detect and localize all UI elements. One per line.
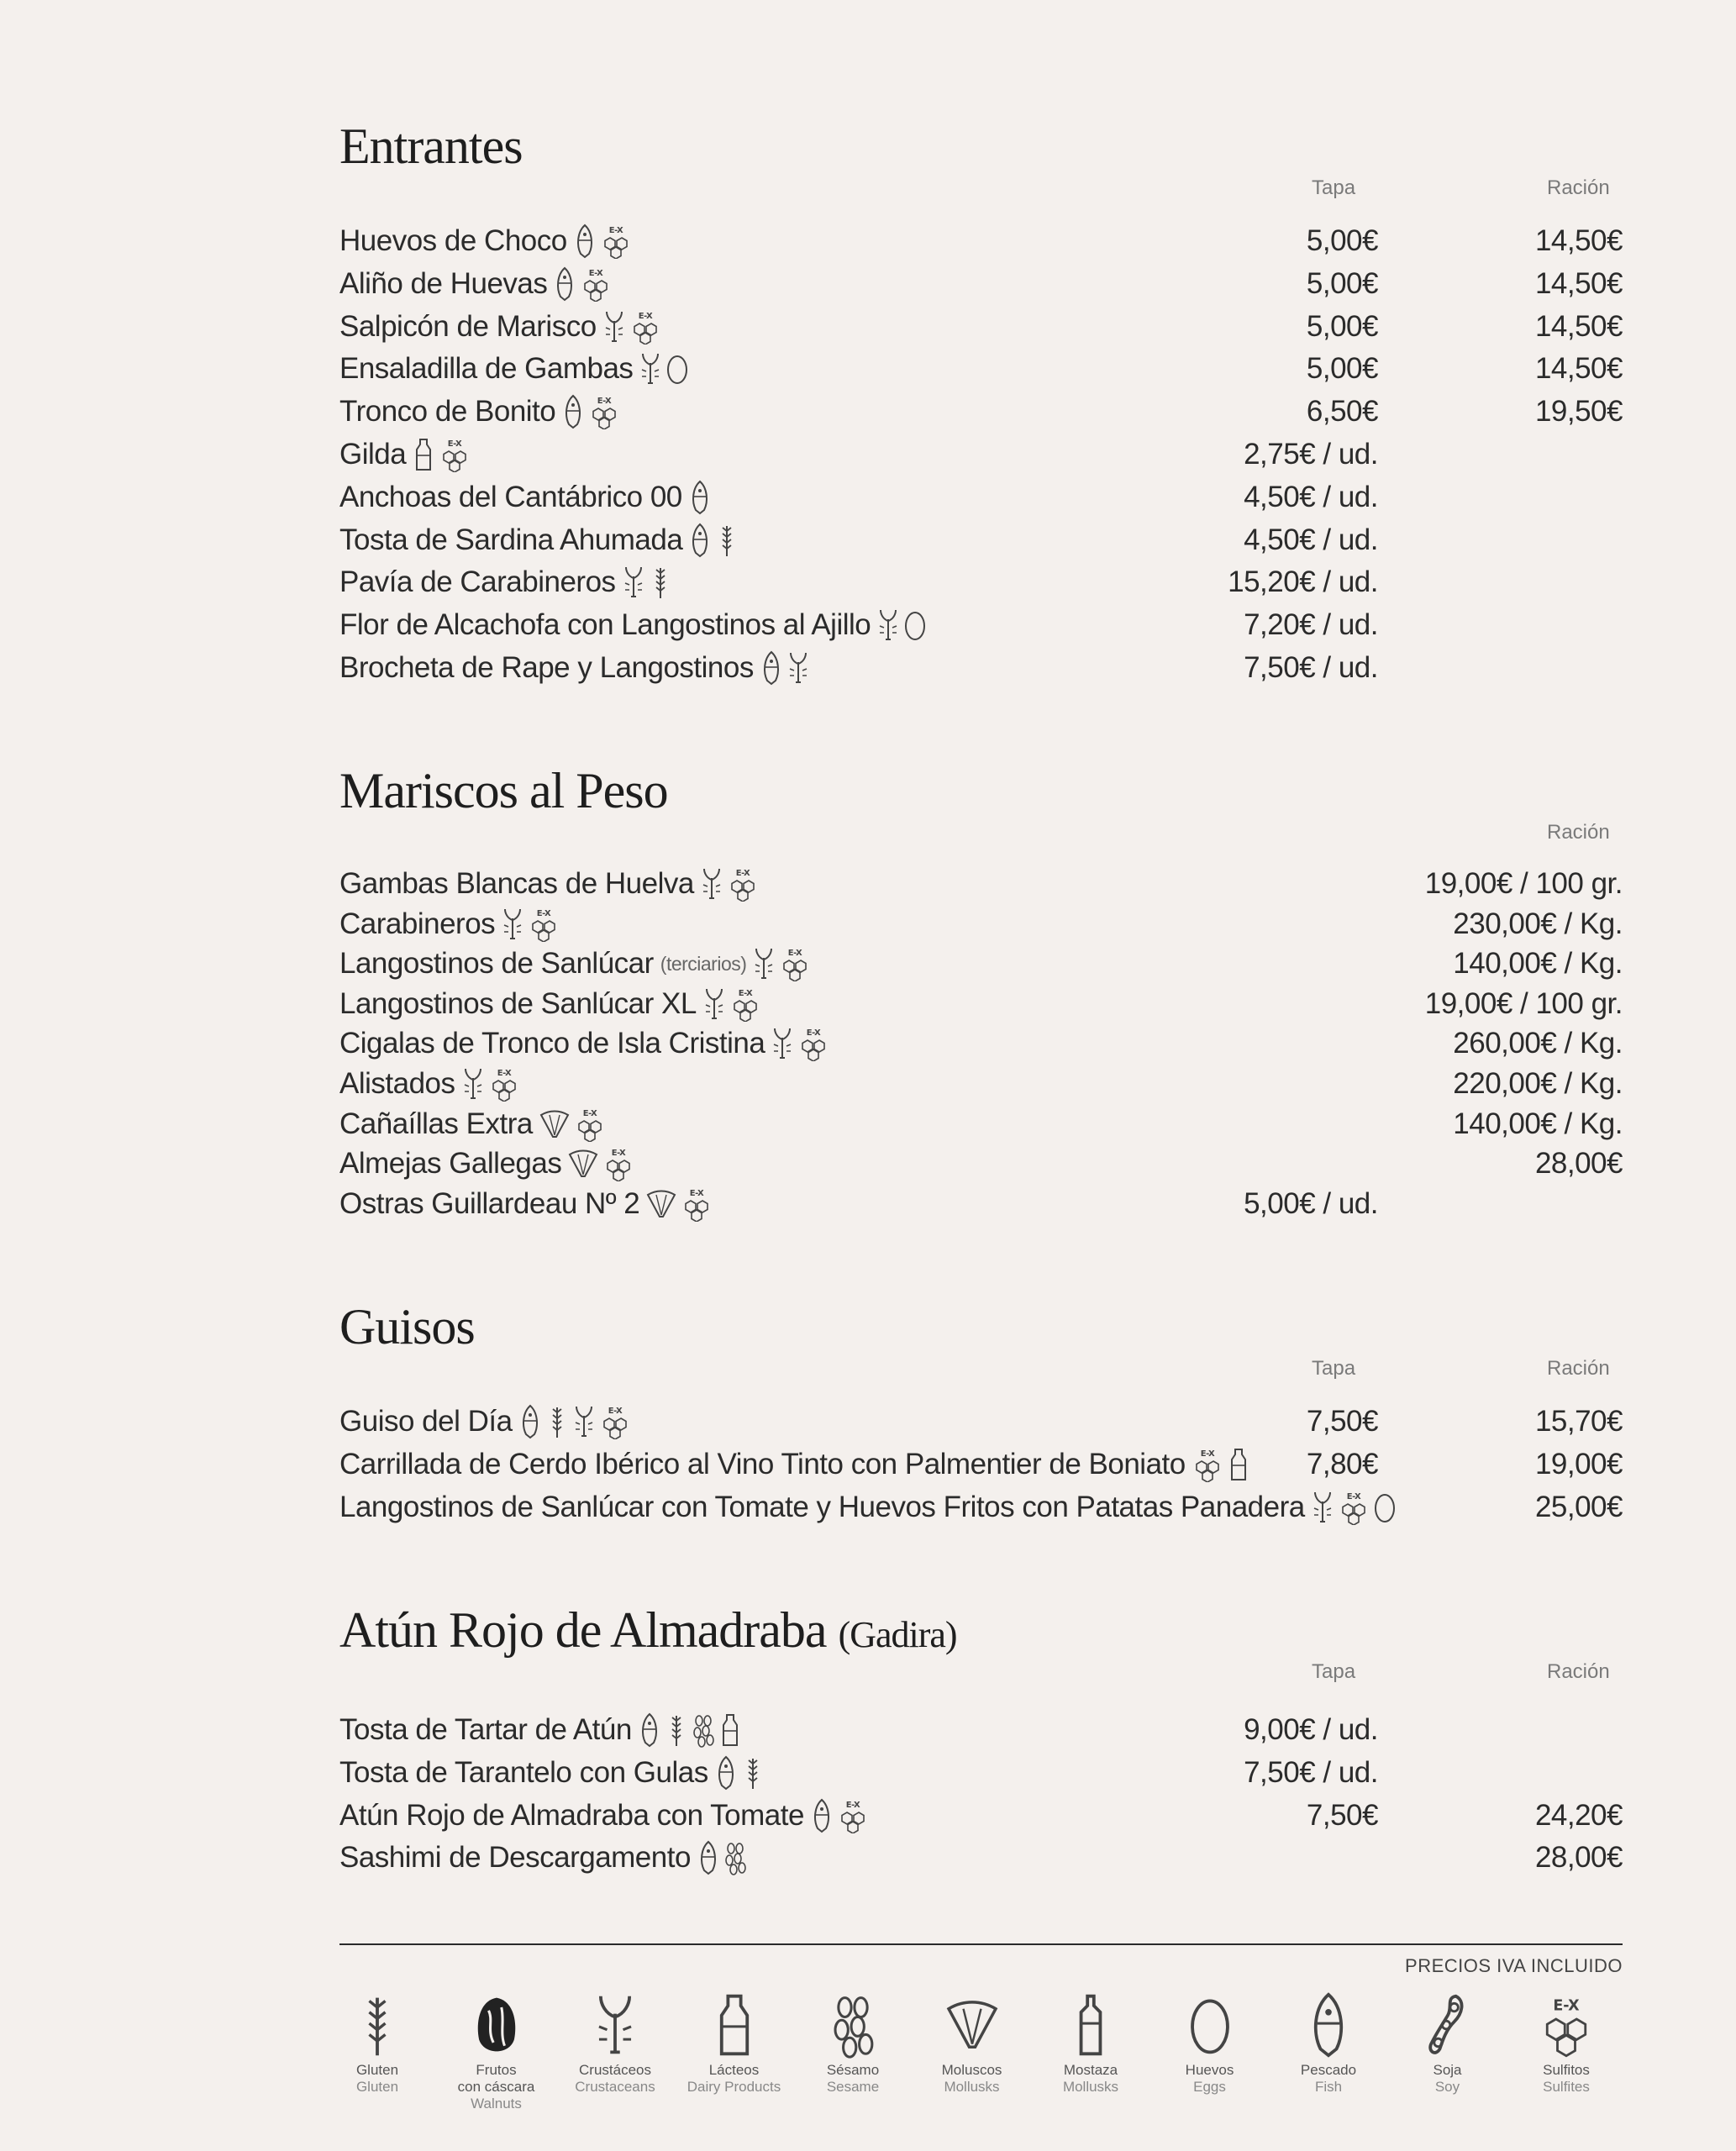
price-tapa: 15,20€ / ud. (1228, 565, 1378, 599)
mollusk-icon (566, 1146, 600, 1181)
menu-item-name-text: Carrillada de Cerdo Ibérico al Vino Tinto con Palmentier de Boniato (339, 1447, 1186, 1480)
allergen-icons (702, 986, 762, 1022)
svg-text:E-X: E-X (597, 397, 612, 407)
svg-text:E-X: E-X (612, 1149, 626, 1159)
fish-icon (809, 1798, 834, 1833)
svg-text:E-X: E-X (788, 949, 802, 959)
menu-item-name-text: Atún Rojo de Almadraba con Tomate (339, 1798, 804, 1832)
menu-item-name-text: Langostinos de Sanlúcar con Tomate y Huevos Fritos con Patatas Panadera (339, 1490, 1305, 1523)
menu-item-row (339, 220, 1623, 263)
fish-icon (637, 1712, 662, 1748)
column-header-racion: Ración (1547, 1357, 1610, 1380)
sulfites-icon (680, 1186, 713, 1222)
legend-label-es-2: con cáscara (457, 2079, 535, 2095)
menu-item-row (339, 519, 1623, 562)
mollusk-icon (644, 1186, 678, 1222)
allergen-icons (638, 351, 690, 387)
price-tapa: 7,20€ / ud. (1244, 608, 1378, 642)
menu-item-row (339, 903, 1623, 944)
price-tapa: 7,50€ (1306, 1798, 1378, 1832)
menu-item-name (339, 434, 471, 476)
menu-item-row (339, 863, 1623, 903)
svg-text:E-X: E-X (1200, 1449, 1214, 1459)
menu-item-name (339, 1023, 830, 1065)
allergen-icons (1310, 1490, 1397, 1525)
fish-icon (572, 224, 597, 259)
menu-item-name (339, 220, 633, 262)
price-tapa: 2,75€ / ud. (1244, 437, 1378, 471)
gluten-icon (740, 1755, 765, 1791)
crustacean-icon (699, 866, 724, 902)
legend-label-en: Mollusks (944, 2079, 1000, 2095)
menu-item-name (339, 348, 690, 390)
price-tapa: 4,50€ / ud. (1244, 480, 1378, 513)
menu-item-row (339, 943, 1623, 983)
legend-label-en: Walnuts (471, 2096, 522, 2112)
menu-item-name (339, 1103, 607, 1145)
menu-item-row (339, 1486, 1623, 1529)
menu-item-row (339, 1752, 1623, 1795)
menu-item-row (339, 434, 1623, 476)
price-racion: 140,00€ / Kg. (1453, 947, 1623, 981)
allergen-icons (696, 1840, 748, 1875)
legend-item-sulfites (1516, 1991, 1617, 2096)
sesame-icon (823, 1991, 882, 2059)
sulfites-icon (573, 1107, 607, 1142)
legend-item-soy (1397, 1991, 1498, 2096)
price-racion: 19,00€ / 100 gr. (1424, 986, 1623, 1020)
egg-icon (902, 607, 928, 643)
allergen-icons (500, 907, 560, 942)
price-tapa: 4,50€ / ud. (1244, 523, 1378, 556)
fish-icon (759, 650, 784, 686)
price-tapa: 9,00€ / ud. (1244, 1713, 1378, 1746)
menu-item-row (339, 1709, 1623, 1752)
legend-item-fish (1278, 1991, 1379, 2096)
menu-item-name (339, 1183, 713, 1225)
allergen-icons (621, 565, 673, 600)
price-tapa: 7,50€ / ud. (1244, 650, 1378, 684)
price-racion: 28,00€ (1534, 1841, 1623, 1875)
gluten-icon (664, 1712, 689, 1748)
sulfites-icon (797, 1026, 830, 1061)
crustacean-icon (500, 907, 525, 942)
price-racion: 260,00€ / Kg. (1453, 1027, 1623, 1060)
legend-label-es: Mostaza (1063, 2062, 1118, 2078)
crustacean-icon (702, 986, 727, 1022)
menu-item-name-text: Sashimi de Descargamento (339, 1841, 691, 1875)
legend-label-en: Fish (1314, 2079, 1343, 2095)
sulfites-icon (729, 986, 762, 1022)
menu-item-row (339, 348, 1623, 391)
menu-item-name-text: Pavía de Carabineros (339, 565, 616, 599)
price-racion: 19,00€ (1534, 1447, 1623, 1480)
menu-item-name-text: Tosta de Sardina Ahumada (339, 523, 683, 556)
svg-text:E-X: E-X (589, 268, 603, 278)
legend-label-es: Lácteos (708, 2062, 760, 2078)
allergen-icons (809, 1798, 870, 1833)
fish-icon (1299, 1991, 1358, 2059)
allergen-icons (602, 309, 662, 344)
nuts-icon (467, 1991, 526, 2059)
item-list (339, 220, 1623, 690)
svg-text:E-X: E-X (1346, 1491, 1360, 1501)
menu-item-name-text: Salpicón de Marisco (339, 309, 597, 343)
menu-item-name (339, 1752, 765, 1794)
price-racion: 140,00€ / Kg. (1453, 1107, 1623, 1140)
allergen-icons (770, 1026, 830, 1061)
gluten-icon (648, 565, 673, 600)
legend-label-es: Huevos (1185, 2062, 1234, 2078)
svg-text:E-X: E-X (448, 439, 462, 449)
legend-label-es: Pescado (1300, 2062, 1357, 2078)
menu-item-name (339, 1795, 870, 1837)
column-header-racion: Ración (1547, 176, 1610, 199)
legend-label-es: Moluscos (941, 2062, 1002, 2078)
price-racion: 14,50€ (1534, 224, 1623, 257)
sulfites-icon (726, 866, 760, 902)
menu-item-row (339, 263, 1623, 306)
section-title: Mariscos al Peso (339, 763, 668, 818)
sulfites-icon (629, 309, 662, 344)
menu-item-name-text: Gambas Blancas de Huelva (339, 867, 694, 900)
allergen-icons (538, 1107, 607, 1142)
legend-label-en: Gluten (355, 2079, 399, 2095)
price-tapa: 5,00€ / ud. (1244, 1186, 1378, 1220)
egg-icon (665, 351, 690, 387)
menu-item-name (339, 263, 613, 305)
price-tapa: 7,50€ (1306, 1405, 1378, 1438)
svg-text:E-X: E-X (735, 869, 750, 878)
svg-text:E-X: E-X (1553, 1997, 1580, 2015)
fish-icon (687, 480, 713, 515)
legend-label-es: Sésamo (826, 2062, 880, 2078)
menu-item-name-text: Tosta de Tarantelo con Gulas (339, 1755, 708, 1789)
fish-icon (713, 1755, 739, 1791)
menu-item-name (339, 983, 762, 1025)
allergen-icons (876, 607, 928, 643)
allergen-icons (644, 1186, 713, 1222)
menu-item-name (339, 519, 739, 561)
menu-item-name-text: Carabineros (339, 907, 496, 940)
price-racion: 14,50€ (1534, 309, 1623, 343)
menu-item-name-text: Aliño de Huevas (339, 266, 548, 300)
dairy-icon (1226, 1447, 1251, 1482)
menu-item-name (339, 561, 673, 603)
allergen-legend (339, 1991, 1623, 2117)
legend-label-en: Sulfites (1543, 2079, 1590, 2095)
sulfites-icon (598, 1404, 632, 1439)
svg-text:E-X: E-X (582, 1108, 597, 1118)
section-title: Guisos (339, 1299, 475, 1354)
crustacean-icon (621, 565, 646, 600)
item-list (339, 1401, 1623, 1528)
mollusk-icon (538, 1107, 571, 1142)
mustard-icon (1061, 1991, 1120, 2059)
menu-item-name-text: Alistados (339, 1066, 455, 1100)
menu-item-row (339, 476, 1623, 519)
price-tapa: 5,00€ (1306, 266, 1378, 300)
legend-item-crustacean (565, 1991, 665, 2096)
legend-item-egg (1160, 1991, 1260, 2096)
menu-item-note: (terciarios) (660, 952, 747, 975)
allergen-icons (552, 266, 613, 302)
price-tapa: 7,50€ / ud. (1244, 1755, 1378, 1789)
price-racion: 230,00€ / Kg. (1453, 907, 1623, 940)
menu-item-row (339, 1401, 1623, 1444)
legend-item-dairy (684, 1991, 785, 2096)
svg-text:E-X: E-X (738, 988, 753, 998)
sulfites-icon (1337, 1490, 1370, 1525)
menu-page (339, 0, 1623, 2151)
price-racion: 14,50€ (1534, 352, 1623, 386)
legend-label-es: Soja (1433, 2062, 1462, 2078)
menu-item-row (339, 306, 1623, 349)
legend-item-nuts (446, 1991, 547, 2112)
legend-item-mollusk (922, 1991, 1023, 2096)
allergen-icons (518, 1404, 632, 1439)
price-tapa: 7,80€ (1306, 1447, 1378, 1480)
menu-item-name-text: Tronco de Bonito (339, 395, 556, 429)
legend-item-sesame (802, 1991, 903, 2096)
gluten-icon (544, 1404, 570, 1439)
legend-label-en: Dairy Products (687, 2079, 781, 2095)
crustacean-icon (571, 1404, 597, 1439)
fish-icon (552, 266, 577, 302)
allergen-icons (566, 1146, 635, 1181)
crustacean-icon (638, 351, 663, 387)
menu-item-name-text: Gilda (339, 437, 407, 471)
menu-item-name-text: Cañaíllas Extra (339, 1107, 533, 1140)
allergen-icons (759, 650, 811, 686)
svg-text:E-X: E-X (807, 1028, 821, 1039)
legend-label-es: Frutos (476, 2062, 517, 2078)
menu-item-name-text: Langostinos de Sanlúcar XL (339, 986, 697, 1020)
menu-item-name-text: Flor de Alcachofa con Langostinos al Ajillo (339, 608, 871, 642)
price-racion: 14,50€ (1534, 266, 1623, 300)
allergen-icons (687, 523, 739, 558)
column-header-tapa: Tapa (1312, 176, 1356, 199)
menu-item-name-text: Brocheta de Rape y Langostinos (339, 650, 754, 684)
legend-label-en: Soy (1434, 2079, 1460, 2095)
menu-item-name (339, 1837, 748, 1879)
menu-item-name (339, 943, 812, 985)
column-header-tapa: Tapa (1312, 1357, 1356, 1380)
legend-label-en: Crustaceans (575, 2079, 655, 2095)
svg-text:E-X: E-X (608, 226, 623, 235)
legend-item-gluten (327, 1991, 428, 2096)
sulfites-icon (1191, 1447, 1224, 1482)
column-header-racion: Ración (1547, 1660, 1610, 1683)
menu-item-name (339, 1444, 1251, 1486)
menu-item-name (339, 604, 928, 646)
egg-icon (1181, 1991, 1239, 2059)
crustacean-icon (602, 309, 627, 344)
allergen-icons (699, 866, 760, 902)
crustacean-icon (786, 650, 811, 686)
dairy-icon (411, 437, 436, 472)
menu-item-name (339, 1486, 1397, 1528)
crustacean-icon (1310, 1490, 1335, 1525)
gluten-icon (348, 1991, 407, 2059)
egg-icon (1372, 1490, 1397, 1525)
menu-item-name-text: Guiso del Día (339, 1405, 513, 1438)
crustacean-icon (751, 946, 776, 981)
crustacean-icon (460, 1066, 486, 1102)
column-header-tapa: Tapa (1312, 1660, 1356, 1683)
sesame-icon (723, 1840, 748, 1875)
menu-item-name (339, 1063, 521, 1105)
menu-item-name (339, 306, 662, 348)
legend-label-en: Sesame (826, 2079, 880, 2095)
menu-item-row (339, 983, 1623, 1023)
price-racion: 220,00€ / Kg. (1453, 1066, 1623, 1100)
item-list (339, 1709, 1623, 1880)
menu-item-name-text: Anchoas del Cantábrico 00 (339, 480, 682, 513)
sulfites-icon (579, 266, 613, 302)
svg-text:E-X: E-X (690, 1188, 704, 1198)
menu-item-name (339, 1401, 632, 1443)
sesame-icon (691, 1712, 716, 1748)
menu-item-row (339, 391, 1623, 434)
price-racion: 15,70€ (1534, 1405, 1623, 1438)
sulfites-icon (438, 437, 471, 472)
item-list (339, 863, 1623, 1223)
iva-note: PRECIOS IVA INCLUIDO (1405, 1955, 1623, 1976)
menu-item-name (339, 1143, 635, 1185)
price-racion: 25,00€ (1534, 1490, 1623, 1523)
dairy-icon (705, 1991, 764, 2059)
crustacean-icon (586, 1991, 644, 2059)
menu-item-row (339, 1183, 1623, 1223)
menu-item-name-text: Ostras Guillardeau Nº 2 (339, 1186, 640, 1220)
menu-item-name-text: Almejas Gallegas (339, 1147, 562, 1181)
menu-item-name (339, 1709, 743, 1751)
legend-item-mustard (1040, 1991, 1141, 2096)
legend-label-es: Crustáceos (579, 2062, 651, 2078)
menu-item-name (339, 903, 560, 945)
svg-text:E-X: E-X (536, 908, 551, 918)
fish-icon (687, 523, 713, 558)
soy-icon (1418, 1991, 1477, 2059)
menu-item-name (339, 647, 811, 689)
section-title: Atún Rojo de Almadraba (Gadira) (339, 1602, 957, 1658)
menu-item-row (339, 1795, 1623, 1838)
legend-label-en: Eggs (1193, 2079, 1226, 2095)
legend-label-es: Sulfitos (1543, 2062, 1590, 2078)
sulfites-icon (836, 1798, 870, 1833)
allergen-icons (713, 1755, 765, 1791)
menu-item-name-text: Ensaladilla de Gambas (339, 352, 634, 386)
menu-item-row (339, 1444, 1623, 1486)
gluten-icon (714, 523, 739, 558)
svg-text:E-X: E-X (608, 1407, 622, 1416)
menu-item-name (339, 863, 760, 905)
sulfites-icon (599, 224, 633, 259)
menu-item-name-text: Huevos de Choco (339, 224, 567, 257)
menu-item-row (339, 604, 1623, 647)
svg-text:E-X: E-X (638, 311, 652, 321)
menu-item-row (339, 1103, 1623, 1144)
menu-item-row (339, 647, 1623, 690)
sulfites-icon (602, 1146, 635, 1181)
column-header-racion: Ración (1547, 821, 1610, 844)
price-racion: 19,00€ / 100 gr. (1424, 867, 1623, 900)
allergen-icons (572, 224, 633, 259)
allergen-icons (637, 1712, 743, 1748)
allergen-icons (560, 394, 621, 429)
menu-item-name-text: Cigalas de Tronco de Isla Cristina (339, 1027, 765, 1060)
allergen-icons (751, 946, 812, 981)
fish-icon (696, 1840, 721, 1875)
sulfites-icon (778, 946, 812, 981)
mollusk-icon (943, 1991, 1002, 2059)
menu-item-name (339, 391, 621, 433)
legend-label-en: Mollusks (1062, 2079, 1119, 2095)
dairy-icon (718, 1712, 743, 1748)
price-racion: 28,00€ (1534, 1147, 1623, 1181)
fish-icon (518, 1404, 543, 1439)
allergen-icons (411, 437, 471, 472)
allergen-icons (1191, 1447, 1251, 1482)
menu-item-row (339, 561, 1623, 604)
sulfites-icon (587, 394, 621, 429)
crustacean-icon (876, 607, 901, 643)
menu-item-row (339, 1837, 1623, 1880)
price-tapa: 5,00€ (1306, 224, 1378, 257)
footer-divider (339, 1943, 1623, 1945)
price-racion: 24,20€ (1534, 1798, 1623, 1832)
price-tapa: 6,50€ (1306, 395, 1378, 429)
allergen-icons (460, 1066, 521, 1102)
svg-text:E-X: E-X (845, 1800, 860, 1810)
menu-item-name-text: Langostinos de Sanlúcar (339, 947, 654, 981)
menu-item-row (339, 1143, 1623, 1183)
price-tapa: 5,00€ (1306, 352, 1378, 386)
sulfites-icon (1537, 1991, 1596, 2059)
menu-item-name (339, 476, 713, 518)
sulfites-icon (487, 1066, 521, 1102)
crustacean-icon (770, 1026, 795, 1061)
section-title: Entrantes (339, 118, 523, 174)
legend-label-es: Gluten (355, 2062, 399, 2078)
menu-item-row (339, 1023, 1623, 1063)
sulfites-icon (527, 907, 560, 942)
fish-icon (560, 394, 586, 429)
price-racion: 19,50€ (1534, 395, 1623, 429)
menu-item-name-text: Tosta de Tartar de Atún (339, 1713, 632, 1746)
price-tapa: 5,00€ (1306, 309, 1378, 343)
svg-text:E-X: E-X (497, 1068, 511, 1078)
menu-item-row (339, 1063, 1623, 1103)
allergen-icons (687, 480, 713, 515)
